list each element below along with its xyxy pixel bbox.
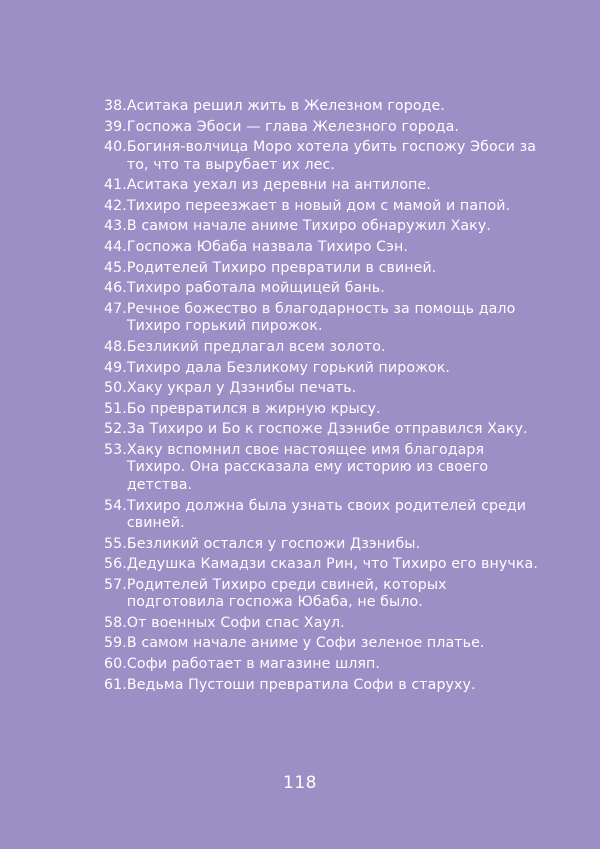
list-item	[104, 119, 544, 137]
list-item	[104, 421, 544, 439]
list-item	[104, 98, 544, 116]
item-number: 40.	[104, 139, 127, 156]
item-text: От военных Софи спас Хаул.	[126, 614, 345, 631]
list-item	[104, 139, 544, 174]
item-text: Хаку вспомнил свое настоящее имя благодаря Тихиро. Она рассказала ему историю из своего детства.	[126, 441, 489, 493]
item-number: 39.	[104, 118, 127, 135]
item-text: За Тихиро и Бо к госпоже Дзэнибе отправился Хаку.	[126, 421, 528, 438]
item-text: Безликий предлагал всем золото.	[126, 338, 386, 355]
item-text: Безликий остался у госпожи Дзэнибы.	[126, 535, 421, 552]
item-text: Родителей Тихиро среди свиней, которых подготовила госпожа Юбаба, не было.	[126, 576, 447, 611]
list-item	[104, 198, 544, 216]
item-text: Родителей Тихиро превратили в свиней.	[126, 259, 437, 276]
list-item	[104, 615, 544, 633]
list-item	[104, 280, 544, 298]
list-item	[104, 577, 544, 612]
item-number: 47.	[104, 300, 127, 317]
list-item	[104, 442, 544, 495]
item-number: 57.	[104, 576, 127, 593]
item-number: 56.	[104, 556, 127, 573]
page-number: 118	[283, 773, 317, 793]
item-number: 55.	[104, 535, 127, 552]
item-text: Аситака уехал из деревни на антилопе.	[126, 177, 431, 194]
list-item	[104, 536, 544, 554]
list-item	[104, 677, 544, 695]
item-number: 48.	[104, 338, 127, 355]
item-text: Аситака решил жить в Железном городе.	[126, 98, 445, 114]
item-number: 41.	[104, 177, 127, 194]
item-text: Бо превратился в жирную крысу.	[126, 400, 381, 417]
item-number: 51.	[104, 400, 127, 417]
statement-list	[104, 98, 544, 697]
list-item	[104, 218, 544, 236]
item-number: 52.	[104, 421, 127, 438]
item-number: 53.	[104, 441, 127, 458]
item-number: 46.	[104, 280, 127, 297]
list-item	[104, 177, 544, 195]
list-item	[104, 301, 544, 336]
list-item	[104, 401, 544, 419]
item-number: 50.	[104, 380, 127, 397]
item-number: 58.	[104, 614, 127, 631]
item-number: 45.	[104, 259, 127, 276]
item-text: Дедушка Камадзи сказал Рин, что Тихиро его внучка.	[126, 556, 538, 573]
list-item	[104, 260, 544, 278]
item-text: Госпожа Эбоси — глава Железного города.	[126, 118, 459, 135]
list-item	[104, 656, 544, 674]
item-text: В самом начале аниме Тихиро обнаружил Хаку.	[126, 218, 491, 235]
item-number: 49.	[104, 359, 127, 376]
item-number: 60.	[104, 656, 127, 673]
list-item	[104, 339, 544, 357]
item-text: Богиня-волчица Моро хотела убить госпожу Эбоси за то, что та вырубает их лес.	[126, 139, 537, 173]
item-number: 54.	[104, 497, 127, 514]
item-text: Хаку украл у Дзэнибы печать.	[126, 380, 357, 397]
item-number: 43.	[104, 218, 127, 235]
item-text: Ведьма Пустоши превратила Софи в старуху.	[126, 676, 476, 693]
list-item	[104, 635, 544, 653]
item-text: Тихиро должна была узнать своих родителей среди свиней.	[126, 497, 527, 531]
item-text: Тихиро работала мойщицей бань.	[126, 280, 385, 297]
list-item	[104, 380, 544, 398]
list-item	[104, 498, 544, 533]
item-number: 42.	[104, 197, 127, 214]
item-text: Тихиро переезжает в новый дом с мамой и папой.	[126, 197, 511, 214]
item-number: 61.	[104, 676, 127, 693]
item-text: В самом начале аниме у Софи зеленое платье.	[126, 635, 485, 652]
list-item	[104, 360, 544, 378]
item-text: Госпожа Юбаба назвала Тихиро Сэн.	[126, 239, 408, 256]
item-text: Речное божество в благодарность за помощь дало Тихиро горький пирожок.	[126, 300, 516, 335]
item-number: 44.	[104, 239, 127, 256]
list-item	[104, 239, 544, 257]
item-number: 38.	[104, 98, 127, 114]
list-item	[104, 556, 544, 574]
item-number: 59.	[104, 635, 127, 652]
item-text: Софи работает в магазине шляп.	[126, 656, 380, 673]
item-text: Тихиро дала Безликому горький пирожок.	[126, 359, 451, 376]
